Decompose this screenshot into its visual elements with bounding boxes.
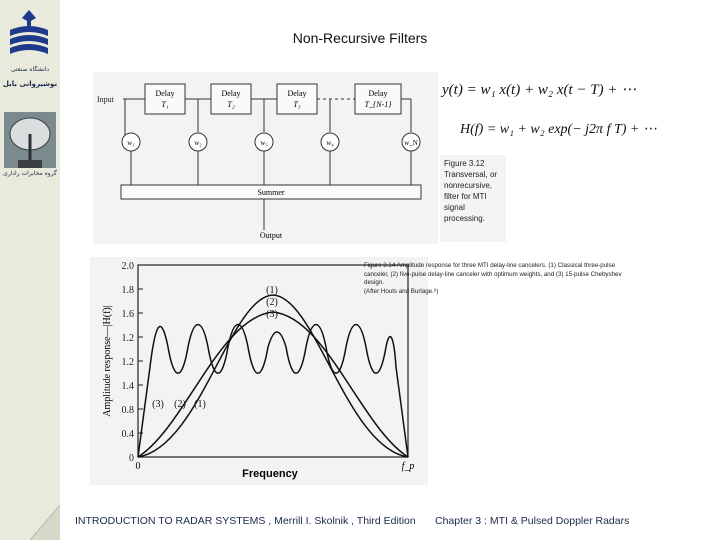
svg-text:T₁: T₁	[161, 100, 169, 109]
y-tick-label: 1.4	[121, 381, 134, 392]
diagram-input-label: Input	[97, 95, 114, 104]
curve-label: (2)	[174, 399, 186, 410]
university-logo-icon	[6, 8, 52, 64]
svg-text:y(t) = w₁ x(t) + w₂ x(t − T) +: y(t) = w₁ x(t) + w₂ x(t − T) + ⋯	[442, 82, 637, 98]
weight-circle-1	[122, 133, 140, 151]
svg-text:w_N: w_N	[404, 139, 418, 147]
y-tick-label: 0.8	[121, 405, 134, 416]
svg-text:Delay: Delay	[155, 89, 175, 98]
curve-label: (1)	[194, 399, 206, 410]
svg-text:T₂: T₂	[227, 100, 235, 109]
svg-text:w₂: w₂	[194, 139, 202, 147]
slide-title: Non-Recursive Filters	[292, 30, 428, 46]
university-sub-name: نوشیروانی بابل	[2, 80, 58, 88]
x-end-label: f_p	[401, 461, 415, 472]
svg-text:w₃: w₃	[260, 139, 268, 147]
weight-circle-5	[402, 133, 420, 151]
equation-h-of-f	[458, 113, 678, 143]
delay-block-1	[145, 84, 185, 114]
svg-text:H(f) = w₁ + w₂ exp(− j2π f T): H(f) = w₁ + w₂ exp(− j2π f T) + ⋯	[460, 122, 657, 137]
svg-text:w₄: w₄	[326, 139, 334, 147]
svg-text:Summer: Summer	[257, 188, 285, 197]
delay-block-4	[355, 84, 401, 114]
y-tick-label: 1.6	[121, 309, 134, 320]
figure-3-14-caption: Figure 3.14 Amplitude response for three MTI delay-line cancelers. (1) Classical three-pulse canceler, (2) five-pulse delay-line canceler with optimum weights, and (3) 15-pulse Chebyshev design. (After Houts and Burlage.⁸)	[364, 262, 622, 295]
curve-label: (3)	[266, 309, 278, 320]
svg-text:Delay: Delay	[368, 89, 388, 98]
y-axis-label: Amplitude response—|H(f)|	[102, 305, 113, 417]
curve-label: (3)	[152, 399, 164, 410]
curve-label: (2)	[266, 297, 278, 308]
transversal-filter-diagram	[93, 72, 438, 244]
weight-circle-3	[255, 133, 273, 151]
figure-3-12-caption: Figure 3.12 Transversal, or nonrecursive, filter for MTI signal processing.	[440, 155, 506, 242]
svg-text:w₁: w₁	[127, 139, 135, 147]
y-tick-label: 1.8	[121, 285, 134, 296]
svg-text:T_{N-1}: T_{N-1}	[364, 100, 392, 109]
delay-block-2	[211, 84, 251, 114]
svg-text:Delay: Delay	[287, 89, 307, 98]
university-name: دانشگاه صنعتی	[10, 66, 50, 73]
summer-block	[121, 185, 421, 199]
y-tick-label: 2.0	[121, 261, 134, 272]
y-tick-label: 1.2	[121, 333, 134, 344]
svg-text:T₃: T₃	[293, 100, 301, 109]
svg-text:Delay: Delay	[221, 89, 241, 98]
curve-label: (1)	[266, 285, 278, 296]
y-tick-label: 0	[129, 453, 134, 464]
y-tick-label: 1.2	[121, 357, 134, 368]
equation-y-of-t	[440, 74, 685, 104]
weight-circle-2	[189, 133, 207, 151]
footer-book-reference: INTRODUCTION TO RADAR SYSTEMS , Merrill I. Skolnik , Third Edition	[75, 515, 416, 527]
sidebar	[0, 0, 60, 540]
group-name: گروه مخابرات راداری	[3, 170, 57, 177]
x-start-label: 0	[135, 461, 141, 472]
diagram-output-label: Output	[259, 231, 283, 240]
page-fold-decoration	[30, 505, 60, 540]
x-axis-label: Frequency	[242, 468, 298, 480]
weight-circle-4	[321, 133, 339, 151]
delay-block-3	[277, 84, 317, 114]
radar-dish-photo-icon	[4, 112, 56, 168]
y-tick-label: 0.4	[121, 429, 134, 440]
footer-chapter: Chapter 3 : MTI & Pulsed Doppler Radars	[435, 515, 630, 527]
